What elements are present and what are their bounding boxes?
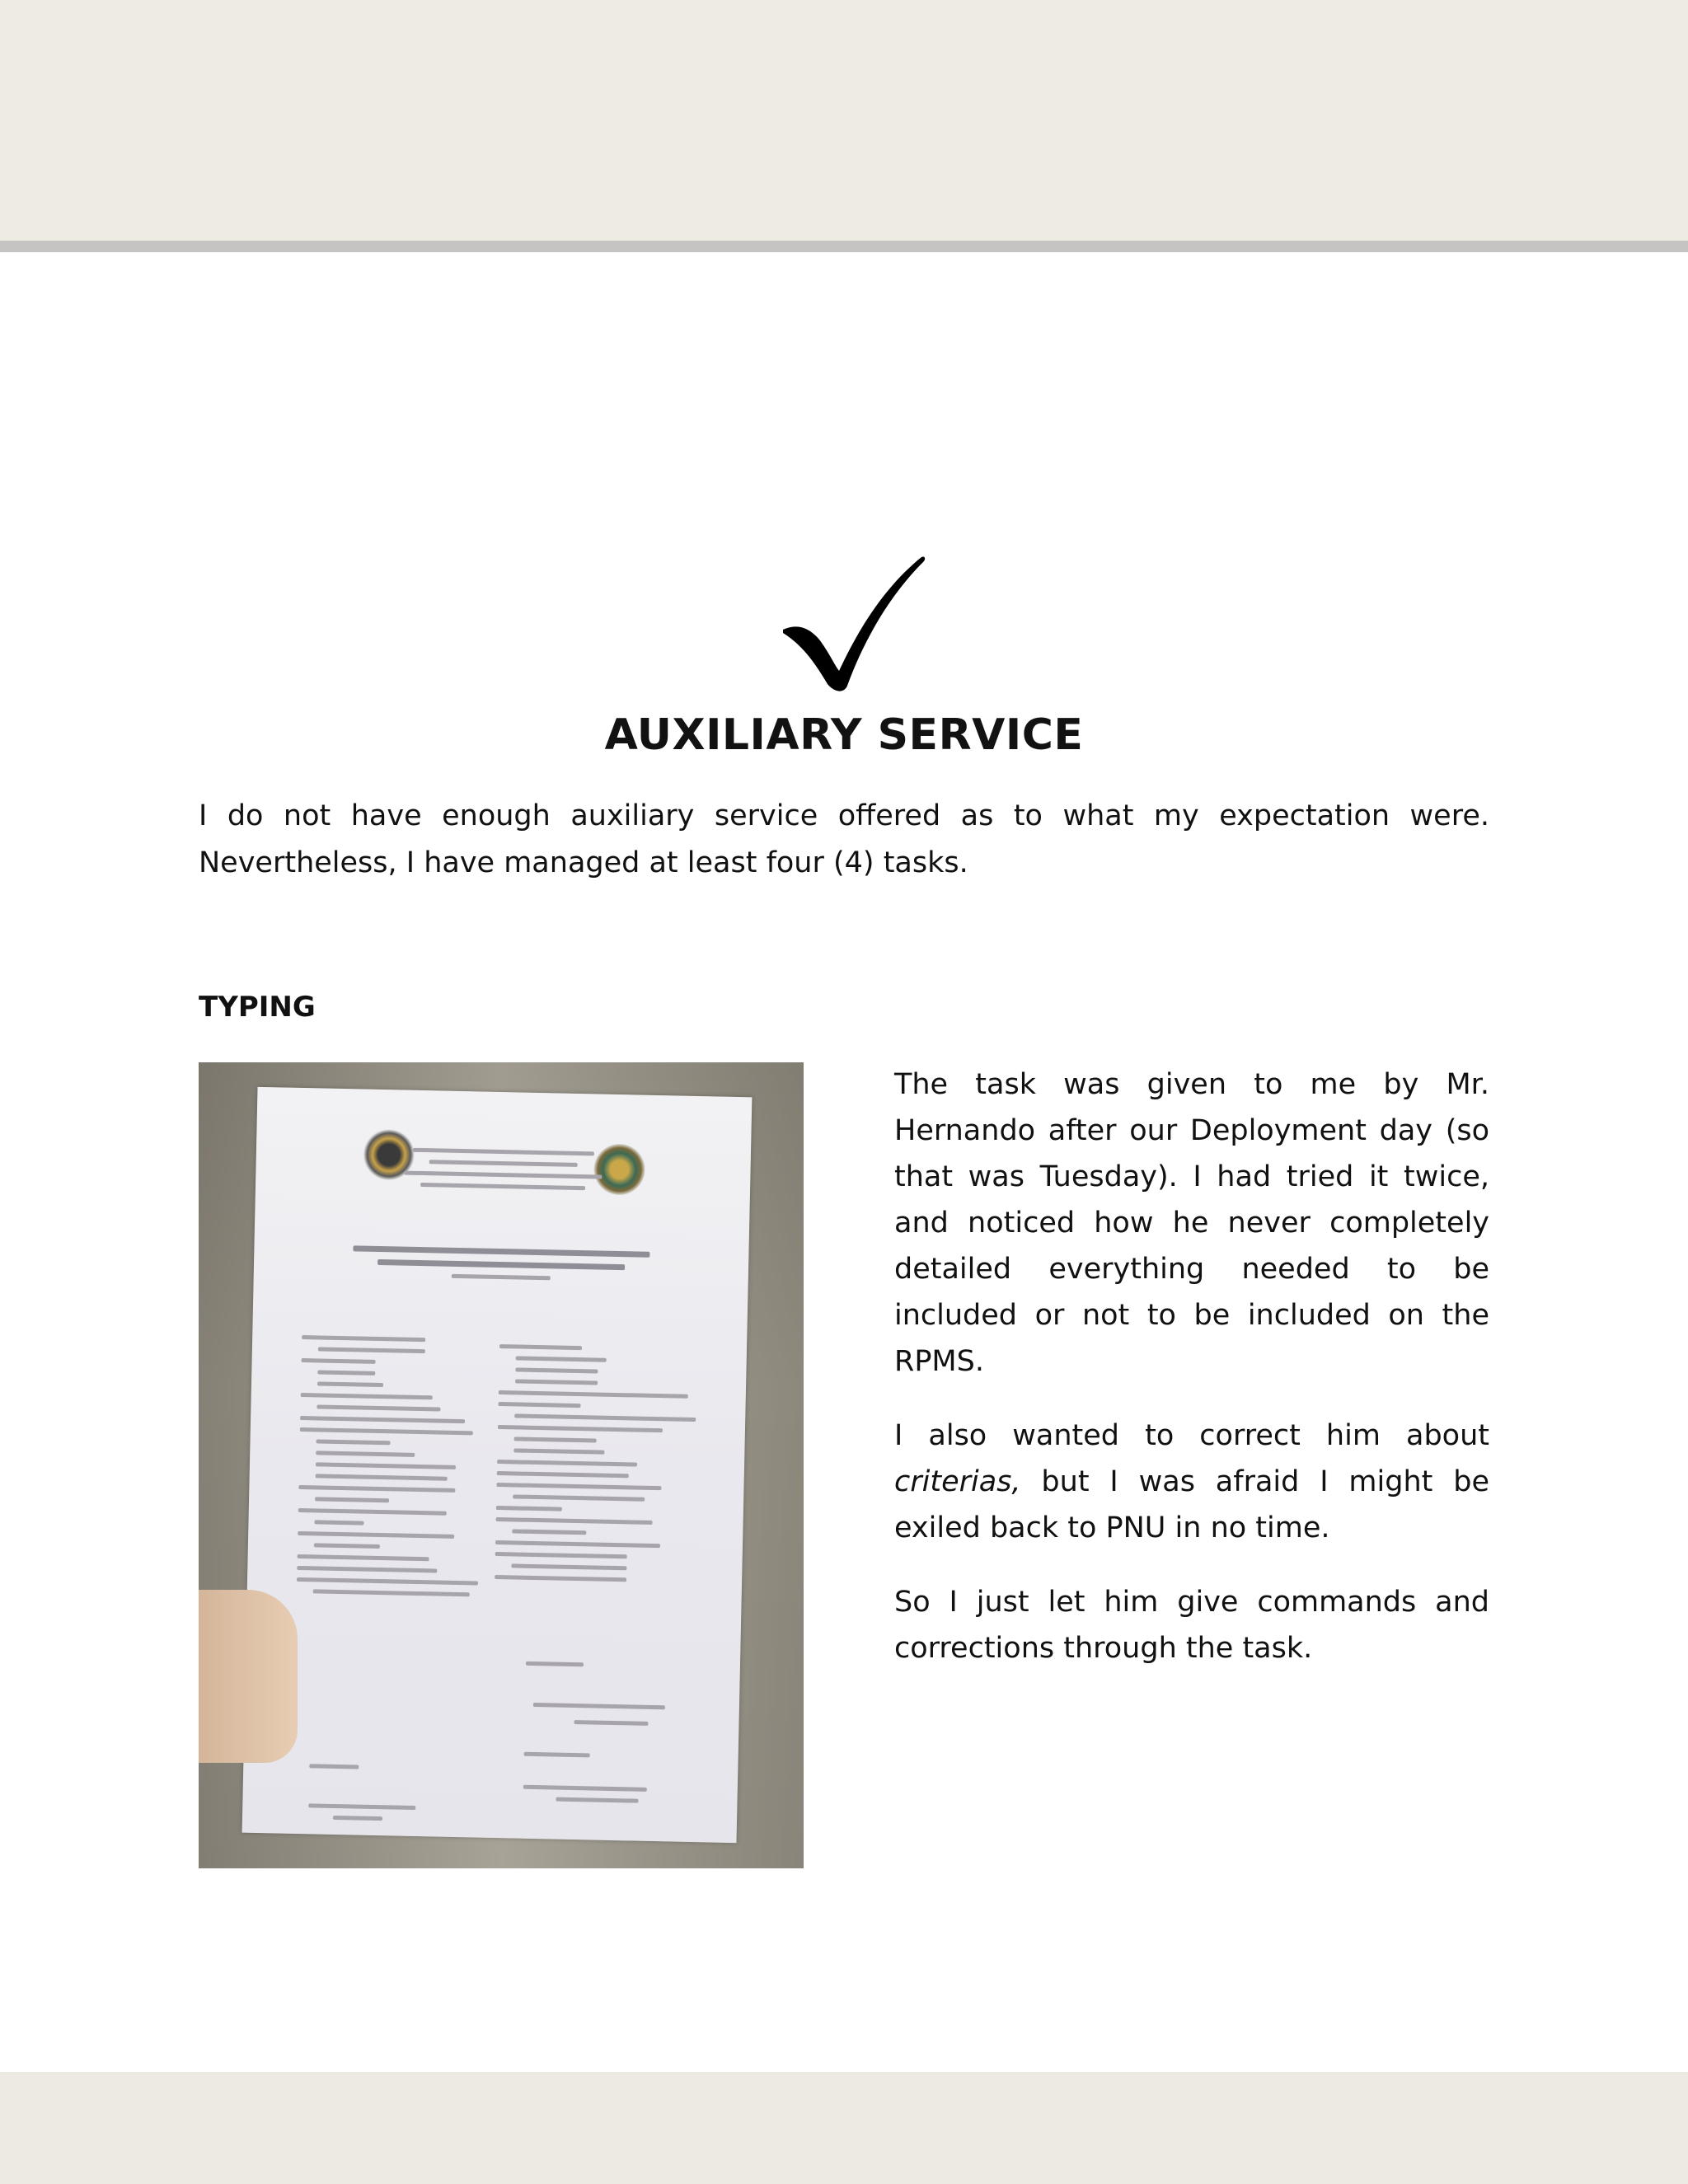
rpms-document-photo [199, 1062, 804, 1868]
school-seal-right [593, 1143, 645, 1195]
holding-hand [199, 1590, 298, 1763]
check-mark-icon [780, 554, 928, 694]
header-band [0, 0, 1688, 241]
section-heading: TYPING [199, 991, 316, 1024]
paragraph-correction-end: but I was afraid I might be exiled back to PNU in no time. [894, 1465, 1489, 1544]
paragraph-correction [894, 1413, 1489, 1551]
emphasis-criterias: criterias, [894, 1465, 1021, 1498]
paragraph-correction-start: I also wanted to correct him about [894, 1419, 1489, 1452]
footer-band [0, 2072, 1688, 2184]
typing-description [894, 1062, 1489, 1699]
header-rule [0, 241, 1688, 252]
paragraph-commands: So I just let him give commands and corrections through the task. [894, 1586, 1489, 1665]
paragraph-task-given: The task was given to me by Mr. Hernando after our Deployment day (so that was Tuesday). I had tried it twice, and noticed how he never completely detailed everything needed to be included or not to be included on the RPMS. [894, 1068, 1489, 1378]
intro-paragraph: I do not have enough auxiliary service offered as to what my expectation were. Nevertheless, I have managed at least four (4) tasks. [199, 799, 1489, 879]
page-title: AUXILIARY SERVICE [604, 710, 1084, 760]
photographed-paper [242, 1087, 753, 1843]
